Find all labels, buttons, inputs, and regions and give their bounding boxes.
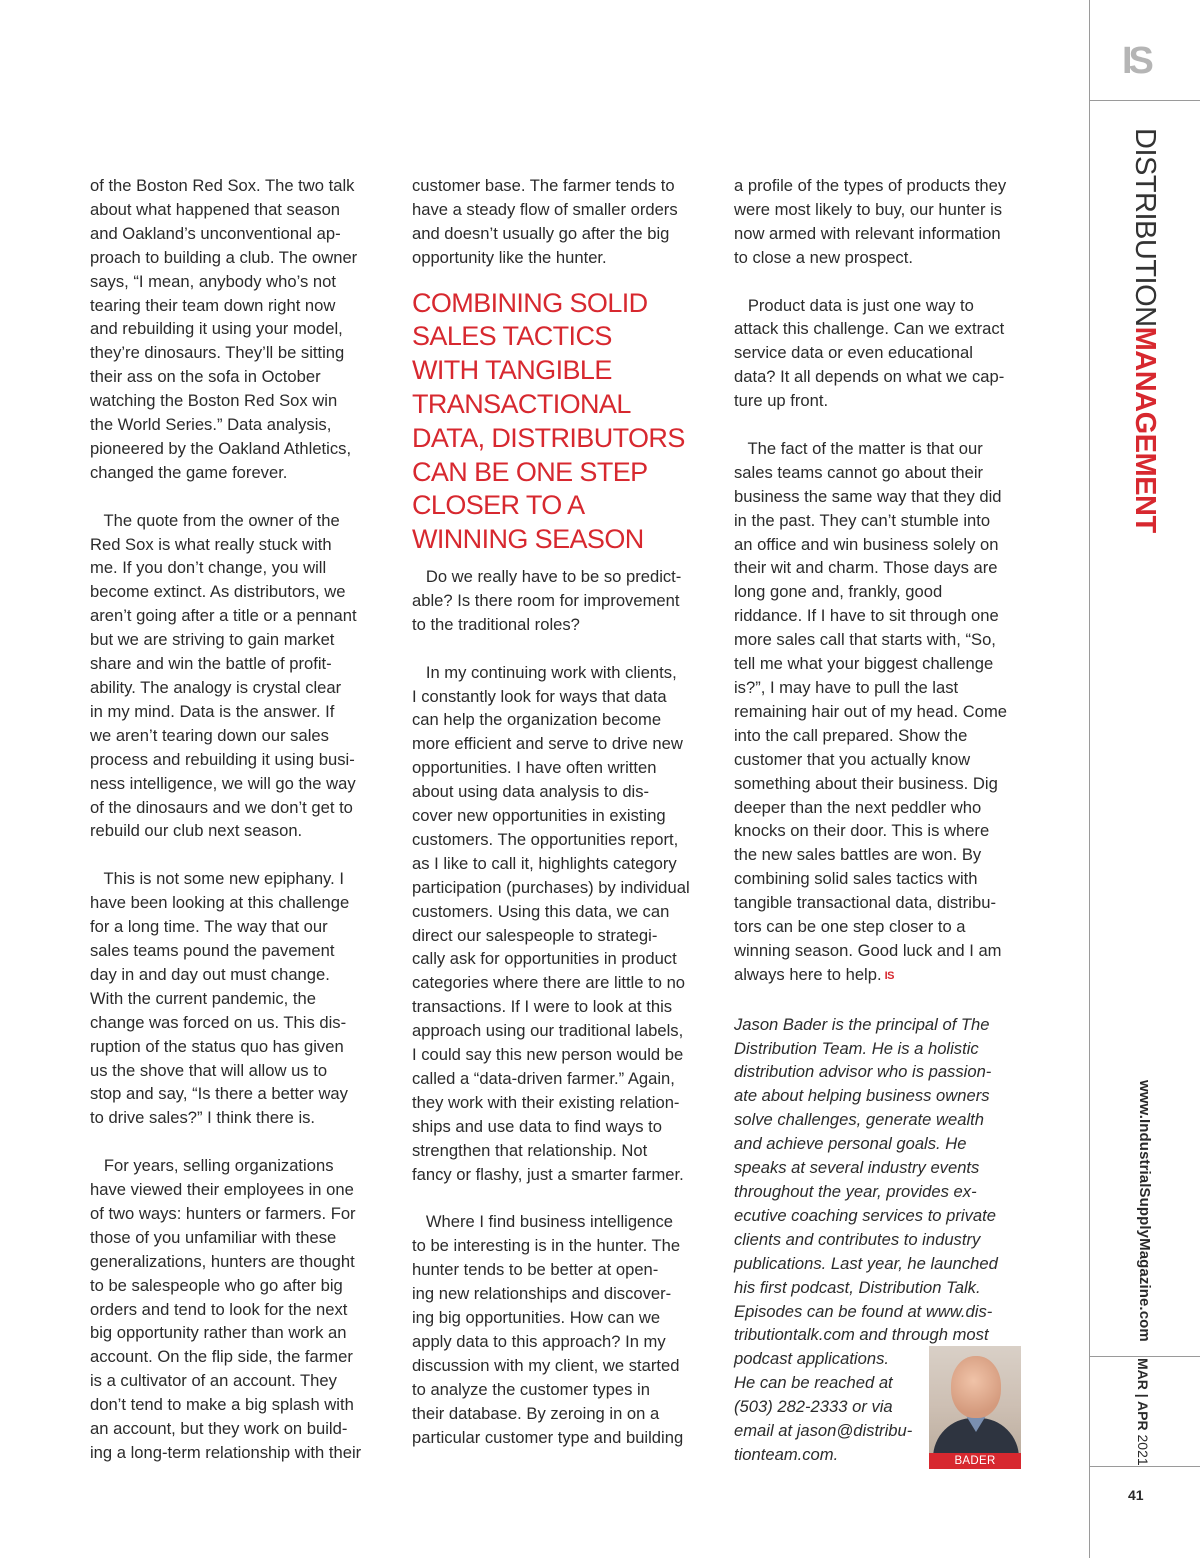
end-mark-icon: IS [884, 969, 894, 982]
article-line: but we are striving to gain market [90, 630, 335, 650]
article-line: riddance. If I have to sit through one [734, 606, 999, 626]
article-line: a profile of the types of products they [734, 176, 1007, 195]
article-line: participation (purchases) by individual [412, 877, 690, 897]
article-line: to be interesting is in the hunter. The [412, 1236, 681, 1256]
article-line: change was forced on us. This dis- [90, 1012, 347, 1032]
article-line: long gone and, frankly, good [734, 582, 943, 602]
pull-quote-line: WITH TANGIBLE [412, 355, 612, 386]
article-line: Do we really have to be so predict- [412, 567, 682, 586]
article-line: tell me what your biggest challenge [734, 654, 994, 674]
article-line: apply data to this approach? In my [412, 1331, 666, 1351]
article-line: Product data is just one way to [734, 295, 974, 315]
article-line: about what happened that season [90, 199, 341, 219]
article-line: With the current pandemic, the [90, 988, 316, 1008]
sidebar-rule-page [1089, 1466, 1200, 1467]
article-line: is?”, I may have to pull the last [734, 678, 959, 697]
article-line: I constantly look for ways that data [412, 686, 667, 706]
section-title: DISTRIBUTIONMANAGEMENT [1129, 128, 1161, 533]
article-line: become extinct. As distributors, we [90, 582, 346, 602]
article-line: changed the game forever. [90, 462, 288, 482]
article-line: customer base. The farmer tends to [412, 176, 675, 195]
article-line: knocks on their door. This is where [734, 821, 990, 841]
photo-caption: BADER [929, 1453, 1021, 1469]
article-line: more efficient and serve to drive new [412, 734, 683, 754]
article-line: ture up front. [734, 391, 829, 411]
bio-line: ate about helping business owners [734, 1086, 990, 1106]
article-line: particular customer type and building [412, 1427, 684, 1447]
article-line: The fact of the matter is that our [734, 438, 983, 458]
bio-line: solve challenges, generate wealth [734, 1110, 984, 1130]
sidebar-rule-top [1089, 100, 1200, 101]
article-line: cally ask for opportunities in product [412, 949, 677, 969]
article-line: an office and win business solely on [734, 534, 999, 554]
article-line: their wit and charm. Those days are [734, 558, 998, 578]
sidebar-rule-issue [1089, 1356, 1200, 1357]
closing-line: always here to help. IS [734, 963, 1034, 989]
bio-line: Jason Bader is the principal of The [734, 1014, 990, 1034]
bio-line: tributiontalk.com and through most [734, 1325, 989, 1345]
page-number: 41 [1128, 1487, 1144, 1503]
article-line: can help the organization become [412, 710, 662, 730]
article-line: the new sales battles are won. By [734, 845, 982, 865]
pull-quote [412, 287, 707, 557]
author-photo [929, 1346, 1021, 1469]
article-line: about using data analysis to dis- [412, 782, 650, 802]
article-line: ing new relationships and discover- [412, 1284, 672, 1304]
article-line: share and win the battle of profit- [90, 654, 332, 674]
article-line: as I like to call it, highlights category [412, 853, 677, 873]
article-line: sales teams pound the pavement [90, 940, 335, 960]
article-line: to the traditional roles? [412, 614, 580, 634]
article-line: of the dinosaurs and we don’t get to [90, 797, 353, 817]
issue-date: MAR | APR 2021 [1135, 1358, 1151, 1466]
article-line: tearing their team down right now [90, 295, 336, 315]
article-line: In my continuing work with clients, [412, 662, 677, 682]
pull-quote-line: COMBINING SOLID [412, 287, 648, 318]
article-line: This is not some new epiphany. I [90, 869, 344, 889]
article-line: and doesn’t usually go after the big [412, 223, 670, 243]
article-line: is a cultivator of an account. They [90, 1371, 337, 1391]
article-line: ruption of the status quo has given [90, 1036, 344, 1056]
magazine-logo: IS [1122, 40, 1150, 82]
article-line: have a steady flow of smaller orders [412, 199, 678, 219]
article-line: ness intelligence, we will go the way [90, 773, 356, 793]
bio-line: distribution advisor who is passion- [734, 1062, 992, 1082]
article-line: customers. The opportunities report, [412, 829, 679, 849]
bio-line: and achieve personal goals. He [734, 1134, 967, 1154]
article-line: of the Boston Red Sox. The two talk [90, 176, 355, 195]
article-line: ing a long-term relationship with their [90, 1442, 362, 1462]
article-line: were most likely to buy, our hunter is [734, 199, 1003, 219]
article-line: account. On the flip side, the farmer [90, 1347, 353, 1367]
article-line: winning season. Good luck and I am [734, 940, 1002, 960]
article-line: more sales call that starts with, “So, [734, 630, 996, 650]
article-line: me. If you don’t change, you will [90, 558, 327, 578]
article-line: they’re dinosaurs. They’ll be sitting [90, 343, 345, 363]
article-line: in the past. They can’t stumble into [734, 510, 991, 530]
article-line: fancy or flashy, just a smarter farmer. [412, 1164, 684, 1184]
article-line: says, “I mean, anybody who’s not [90, 271, 336, 291]
article-line: stop and say, “Is there a better way [90, 1084, 348, 1104]
article-line: us the shove that will allow us to [90, 1060, 328, 1080]
article-line: ability. The analogy is crystal clear [90, 678, 342, 698]
article-line: their ass on the sofa in October [90, 367, 321, 387]
article-line: discussion with my client, we started [412, 1355, 680, 1375]
bio-line: tionteam.com. [734, 1444, 839, 1464]
bio-line: throughout the year, provides ex- [734, 1182, 977, 1202]
article-line: deeper than the next peddler who [734, 797, 982, 817]
article-line: The quote from the owner of the [90, 510, 340, 530]
pull-quote-line: CLOSER TO A [412, 490, 585, 521]
article-line: in my mind. Data is the answer. If [90, 701, 335, 721]
article-line: we aren’t tearing down our sales [90, 725, 329, 745]
article-line: aren’t going after a title or a pennant [90, 606, 357, 626]
article-column-3 [734, 174, 1034, 1467]
article-line: tors can be one step closer to a [734, 917, 966, 937]
bio-line: his first podcast, Distribution Talk. [734, 1277, 981, 1297]
article-line: opportunities. I have often written [412, 758, 657, 778]
article-line: of two ways: hunters or farmers. For [90, 1203, 356, 1223]
article-line: opportunity like the hunter. [412, 247, 607, 267]
bio-line: speaks at several industry events [734, 1158, 980, 1178]
bio-line: He can be reached at [734, 1373, 893, 1393]
article-line: categories where there are little to no [412, 973, 686, 993]
article-line: to be salespeople who go after big [90, 1275, 343, 1295]
article-line: have viewed their employees in one [90, 1180, 354, 1200]
article-line: Where I find business intelligence [412, 1212, 674, 1232]
article-line: their database. By zeroing in on a [412, 1403, 660, 1423]
bio-line: podcast applications. [734, 1349, 889, 1369]
article-line: pioneered by the Oakland Athletics, [90, 438, 352, 458]
article-line: day in and day out must change. [90, 964, 330, 984]
article-line: and Oakland’s unconventional ap- [90, 223, 341, 243]
article-line: proach to building a club. The owner [90, 247, 358, 267]
article-line: ing big opportunities. How can we [412, 1308, 661, 1328]
bio-line: publications. Last year, he launched [734, 1253, 998, 1273]
article-line: data? It all depends on what we cap- [734, 367, 1005, 387]
article-line: approach using our traditional labels, [412, 1021, 684, 1041]
article-line: and rebuilding it using your model, [90, 319, 343, 339]
sidebar-divider [1089, 0, 1090, 1558]
pull-quote-line: WINNING SEASON [412, 524, 644, 555]
bio-line: (503) 282-2333 or via [734, 1397, 893, 1417]
article-line: don’t tend to make a big splash with [90, 1395, 354, 1415]
article-line: for a long time. The way that our [90, 917, 328, 937]
magazine-url: www.IndustrialSupplyMagazine.com [1136, 1080, 1153, 1342]
article-line: to analyze the customer types in [412, 1379, 650, 1399]
article-column-1 [90, 174, 385, 1465]
article-line: generalizations, hunters are thought [90, 1251, 355, 1271]
article-line: called a “data-driven farmer.” Again, [412, 1069, 675, 1089]
article-line: have been looking at this challenge [90, 893, 350, 913]
article-line: attack this challenge. Can we extract [734, 319, 1005, 339]
article-column-2 [412, 174, 707, 1450]
article-line: rebuild our club next season. [90, 821, 303, 841]
article-line: to close a new prospect. [734, 247, 913, 267]
article-line: remaining hair out of my head. Come [734, 701, 1008, 721]
article-line: Red Sox is what really stuck with [90, 534, 332, 554]
article-line: an account, but they work on build- [90, 1419, 348, 1439]
article-line: sales teams cannot go about their [734, 462, 984, 482]
article-line: orders and tend to look for the next [90, 1299, 348, 1319]
article-line: strengthen that relationship. Not [412, 1140, 648, 1160]
pull-quote-line: CAN BE ONE STEP [412, 456, 648, 487]
article-line: tangible transactional data, distribu- [734, 893, 996, 913]
article-line: For years, selling organizations [90, 1156, 334, 1176]
article-line: something about their business. Dig [734, 773, 998, 793]
article-line: hunter tends to be better at open- [412, 1260, 659, 1280]
article-line: combining solid sales tactics with [734, 869, 978, 889]
article-line: transactions. If I were to look at this [412, 997, 673, 1017]
bio-line: ecutive coaching services to private [734, 1205, 996, 1225]
article-line: now armed with relevant information [734, 223, 1001, 243]
article-line: ships and use data to find ways to [412, 1116, 662, 1136]
article-line: customers. Using this data, we can [412, 901, 670, 921]
article-line: those of you unfamiliar with these [90, 1227, 337, 1247]
article-line: to drive sales?” I think there is. [90, 1108, 316, 1128]
article-line: into the call prepared. Show the [734, 725, 968, 745]
article-line: able? Is there room for improvement [412, 590, 680, 610]
article-line: the World Series.” Data analysis, [90, 415, 332, 435]
pull-quote-line: DATA, DISTRIBUTORS [412, 422, 685, 453]
article-line: big opportunity rather than work an [90, 1323, 347, 1343]
article-line: service data or even educational [734, 343, 973, 363]
article-line: process and rebuilding it using busi- [90, 749, 355, 769]
article-line: business the same way that they did [734, 486, 1002, 506]
article-line: they work with their existing relation- [412, 1092, 680, 1112]
article-line: watching the Boston Red Sox win [90, 391, 338, 411]
pull-quote-line: TRANSACTIONAL [412, 389, 631, 420]
article-line: cover new opportunities in existing [412, 806, 666, 826]
bio-line: clients and contributes to industry [734, 1229, 981, 1249]
article-line: customer that you actually know [734, 749, 971, 769]
pull-quote-line: SALES TACTICS [412, 321, 612, 352]
bio-line: email at jason@distribu- [734, 1421, 913, 1441]
bio-line: Distribution Team. He is a holistic [734, 1038, 979, 1058]
article-line: direct our salespeople to strategi- [412, 925, 658, 945]
bio-line: Episodes can be found at www.dis- [734, 1301, 993, 1321]
article-line: I could say this new person would be [412, 1045, 684, 1065]
